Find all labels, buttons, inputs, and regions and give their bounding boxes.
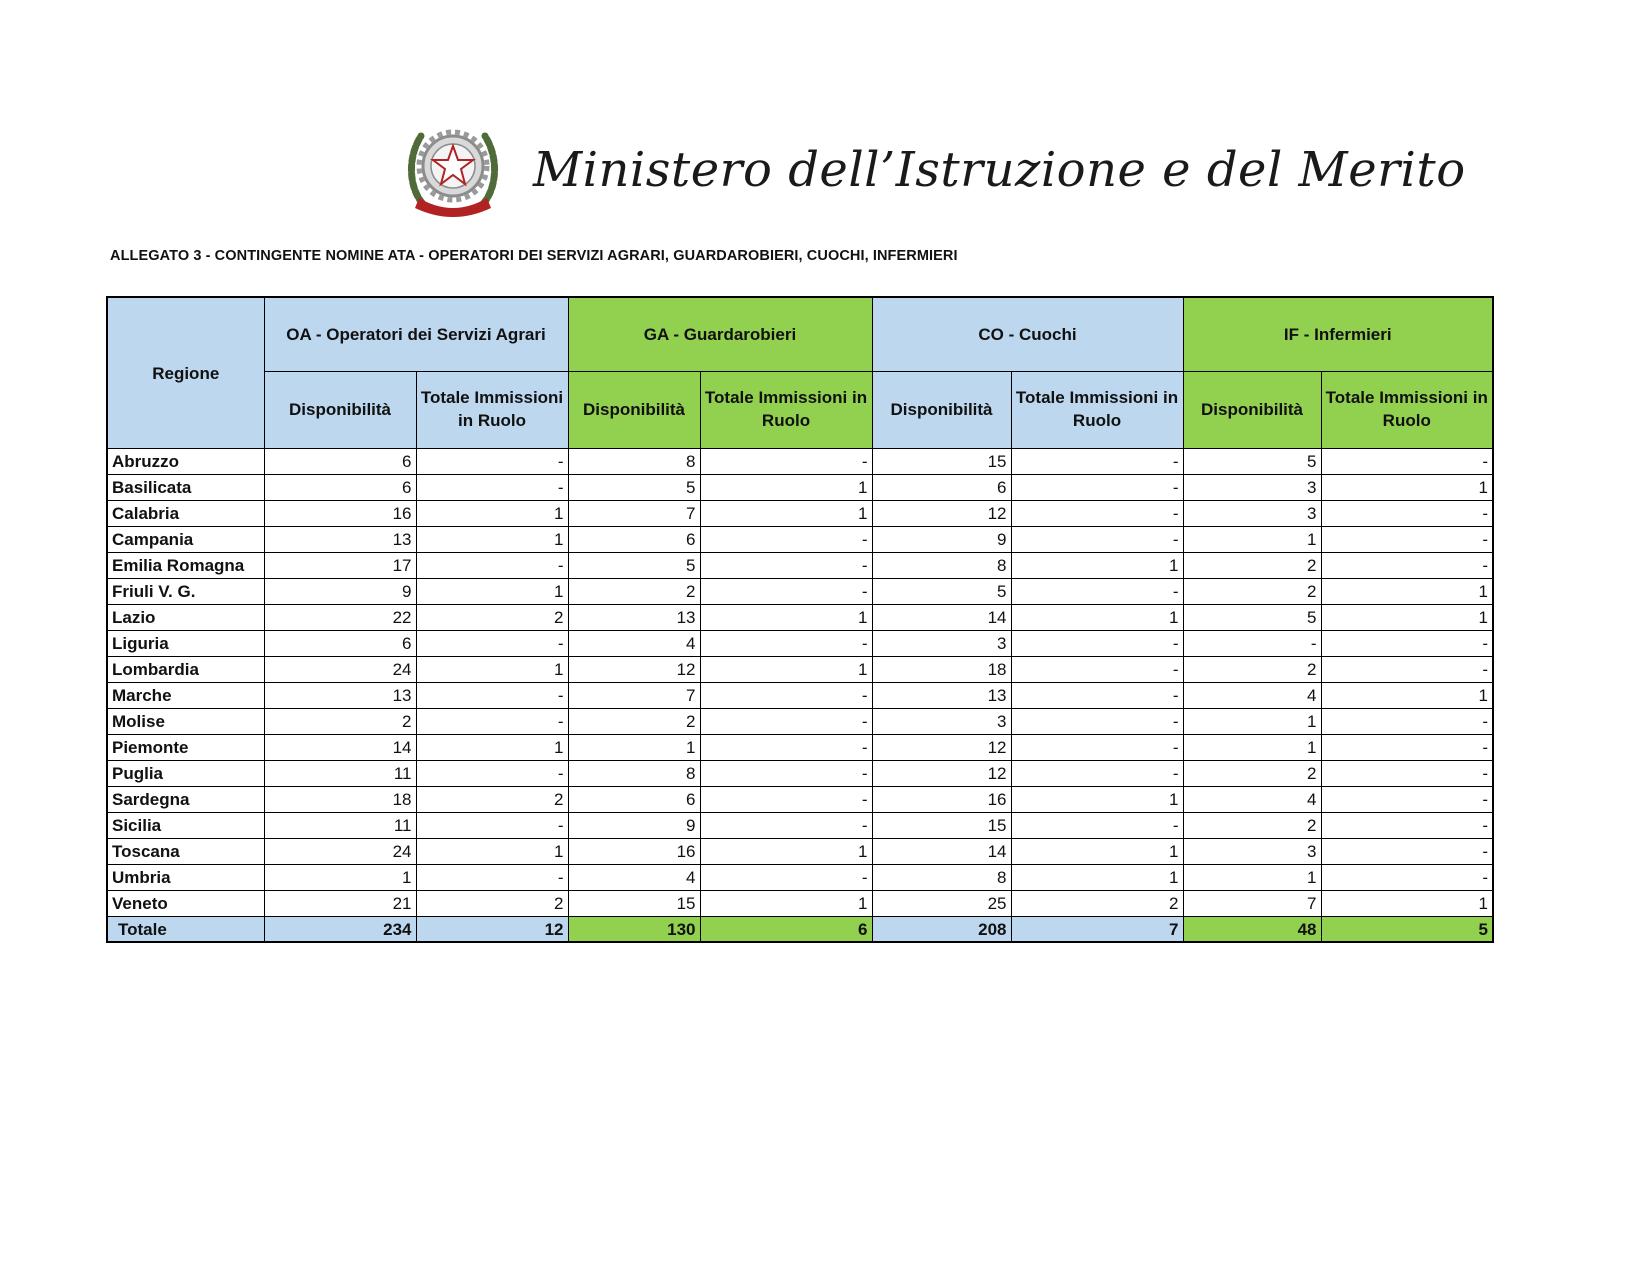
group-header-if: IF - Infermieri	[1183, 297, 1493, 372]
cell-if-disponibilita: 3	[1183, 475, 1321, 501]
subheader-oa-disponibilita: Disponibilità	[264, 372, 416, 449]
letterhead	[405, 118, 1466, 222]
cell-if-immissioni: -	[1321, 839, 1493, 865]
cell-if-immissioni: -	[1321, 657, 1493, 683]
cell-oa-disponibilita: 13	[264, 527, 416, 553]
cell-co-immissioni: -	[1011, 735, 1183, 761]
cell-if-immissioni: -	[1321, 735, 1493, 761]
cell-oa-disponibilita: 13	[264, 683, 416, 709]
subheader-ga-disponibilita: Disponibilità	[568, 372, 700, 449]
table-body	[107, 449, 1493, 943]
table-row	[107, 891, 1493, 917]
table-row	[107, 735, 1493, 761]
cell-ga-immissioni: -	[700, 813, 872, 839]
cell-oa-disponibilita: 2	[264, 709, 416, 735]
table-row	[107, 865, 1493, 891]
cell-oa-immissioni: -	[416, 865, 568, 891]
cell-oa-disponibilita: 234	[264, 917, 416, 943]
repubblica-italiana-emblem-icon	[405, 118, 501, 222]
cell-oa-immissioni: 1	[416, 527, 568, 553]
cell-ga-disponibilita: 2	[568, 579, 700, 605]
cell-oa-immissioni: -	[416, 631, 568, 657]
cell-co-immissioni: -	[1011, 683, 1183, 709]
cell-if-disponibilita: 2	[1183, 579, 1321, 605]
cell-if-disponibilita: 3	[1183, 501, 1321, 527]
cell-if-immissioni: -	[1321, 865, 1493, 891]
cell-oa-immissioni: -	[416, 449, 568, 475]
region-name: Abruzzo	[107, 449, 264, 475]
cell-co-disponibilita: 208	[872, 917, 1011, 943]
cell-ga-immissioni: -	[700, 579, 872, 605]
cell-ga-immissioni: 1	[700, 657, 872, 683]
cell-co-disponibilita: 8	[872, 865, 1011, 891]
cell-oa-disponibilita: 24	[264, 839, 416, 865]
cell-oa-disponibilita: 6	[264, 631, 416, 657]
cell-ga-immissioni: -	[700, 865, 872, 891]
total-row	[107, 917, 1493, 943]
cell-oa-disponibilita: 9	[264, 579, 416, 605]
subheader-if-disponibilita: Disponibilità	[1183, 372, 1321, 449]
cell-co-disponibilita: 12	[872, 761, 1011, 787]
cell-oa-immissioni: -	[416, 709, 568, 735]
cell-if-disponibilita: 1	[1183, 735, 1321, 761]
cell-if-immissioni: -	[1321, 631, 1493, 657]
cell-ga-disponibilita: 5	[568, 475, 700, 501]
cell-co-immissioni: 2	[1011, 891, 1183, 917]
cell-co-immissioni: 1	[1011, 839, 1183, 865]
cell-if-disponibilita: 2	[1183, 553, 1321, 579]
cell-oa-disponibilita: 6	[264, 475, 416, 501]
cell-ga-disponibilita: 1	[568, 735, 700, 761]
cell-co-disponibilita: 15	[872, 813, 1011, 839]
region-name: Veneto	[107, 891, 264, 917]
region-name: Sicilia	[107, 813, 264, 839]
cell-if-immissioni: -	[1321, 761, 1493, 787]
cell-oa-disponibilita: 17	[264, 553, 416, 579]
cell-ga-disponibilita: 2	[568, 709, 700, 735]
cell-if-immissioni: -	[1321, 553, 1493, 579]
cell-ga-immissioni: 1	[700, 501, 872, 527]
cell-oa-disponibilita: 11	[264, 813, 416, 839]
region-name: Friuli V. G.	[107, 579, 264, 605]
cell-if-immissioni: -	[1321, 709, 1493, 735]
document-title: ALLEGATO 3 - CONTINGENTE NOMINE ATA - OPERATORI DEI SERVIZI AGRARI, GUARDAROBIERI, CUOCHI, INFERMIERI	[110, 248, 958, 264]
cell-co-disponibilita: 14	[872, 839, 1011, 865]
region-name: Calabria	[107, 501, 264, 527]
cell-oa-immissioni: 2	[416, 891, 568, 917]
cell-if-immissioni: -	[1321, 527, 1493, 553]
cell-ga-disponibilita: 6	[568, 527, 700, 553]
cell-co-disponibilita: 12	[872, 501, 1011, 527]
cell-ga-disponibilita: 4	[568, 865, 700, 891]
cell-ga-immissioni: -	[700, 735, 872, 761]
cell-if-disponibilita: 3	[1183, 839, 1321, 865]
cell-oa-disponibilita: 1	[264, 865, 416, 891]
group-header-ga: GA - Guardarobieri	[568, 297, 872, 372]
cell-ga-immissioni: 1	[700, 891, 872, 917]
region-name: Liguria	[107, 631, 264, 657]
cell-co-disponibilita: 16	[872, 787, 1011, 813]
cell-if-disponibilita: 5	[1183, 605, 1321, 631]
cell-co-immissioni: -	[1011, 449, 1183, 475]
cell-co-immissioni: 7	[1011, 917, 1183, 943]
cell-oa-disponibilita: 24	[264, 657, 416, 683]
cell-if-disponibilita: 2	[1183, 761, 1321, 787]
cell-oa-immissioni: -	[416, 761, 568, 787]
cell-co-disponibilita: 8	[872, 553, 1011, 579]
cell-co-disponibilita: 25	[872, 891, 1011, 917]
cell-if-immissioni: 1	[1321, 891, 1493, 917]
cell-co-disponibilita: 14	[872, 605, 1011, 631]
subheader-co-disponibilita: Disponibilità	[872, 372, 1011, 449]
cell-if-disponibilita: 1	[1183, 709, 1321, 735]
cell-ga-immissioni: 1	[700, 475, 872, 501]
cell-oa-immissioni: 1	[416, 501, 568, 527]
group-header-oa: OA - Operatori dei Servizi Agrari	[264, 297, 568, 372]
table-row	[107, 605, 1493, 631]
cell-oa-disponibilita: 11	[264, 761, 416, 787]
cell-co-immissioni: -	[1011, 501, 1183, 527]
table-row	[107, 527, 1493, 553]
table-row	[107, 839, 1493, 865]
cell-co-disponibilita: 9	[872, 527, 1011, 553]
region-name: Campania	[107, 527, 264, 553]
subheader-oa-immissioni: Totale Immissioni in Ruolo	[416, 372, 568, 449]
cell-ga-disponibilita: 16	[568, 839, 700, 865]
table-row	[107, 657, 1493, 683]
cell-co-immissioni: 1	[1011, 553, 1183, 579]
cell-ga-immissioni: -	[700, 553, 872, 579]
table-row	[107, 787, 1493, 813]
cell-if-disponibilita: 1	[1183, 865, 1321, 891]
cell-if-disponibilita: 4	[1183, 683, 1321, 709]
cell-oa-disponibilita: 6	[264, 449, 416, 475]
cell-oa-disponibilita: 18	[264, 787, 416, 813]
cell-oa-immissioni: -	[416, 813, 568, 839]
cell-if-disponibilita: 48	[1183, 917, 1321, 943]
region-name: Toscana	[107, 839, 264, 865]
cell-ga-disponibilita: 7	[568, 683, 700, 709]
cell-co-immissioni: -	[1011, 631, 1183, 657]
cell-co-disponibilita: 5	[872, 579, 1011, 605]
subheader-if-immissioni: Totale Immissioni in Ruolo	[1321, 372, 1493, 449]
cell-if-immissioni: -	[1321, 787, 1493, 813]
region-name: Lombardia	[107, 657, 264, 683]
region-name: Puglia	[107, 761, 264, 787]
cell-if-immissioni: 1	[1321, 579, 1493, 605]
cell-oa-disponibilita: 21	[264, 891, 416, 917]
cell-ga-disponibilita: 12	[568, 657, 700, 683]
cell-if-disponibilita: 5	[1183, 449, 1321, 475]
contingent-table	[106, 296, 1494, 943]
cell-oa-immissioni: -	[416, 475, 568, 501]
cell-ga-immissioni: -	[700, 449, 872, 475]
cell-oa-immissioni: 1	[416, 657, 568, 683]
cell-ga-disponibilita: 4	[568, 631, 700, 657]
cell-if-disponibilita: 1	[1183, 527, 1321, 553]
cell-if-disponibilita: 7	[1183, 891, 1321, 917]
cell-if-disponibilita: 2	[1183, 657, 1321, 683]
cell-oa-immissioni: 1	[416, 735, 568, 761]
cell-oa-immissioni: 1	[416, 579, 568, 605]
total-label: Totale	[107, 917, 264, 943]
cell-oa-disponibilita: 16	[264, 501, 416, 527]
cell-oa-immissioni: 2	[416, 605, 568, 631]
cell-co-immissioni: -	[1011, 579, 1183, 605]
region-name: Molise	[107, 709, 264, 735]
cell-if-immissioni: 1	[1321, 475, 1493, 501]
region-name: Marche	[107, 683, 264, 709]
cell-co-disponibilita: 3	[872, 631, 1011, 657]
cell-ga-immissioni: -	[700, 527, 872, 553]
cell-oa-immissioni: 12	[416, 917, 568, 943]
table-row	[107, 553, 1493, 579]
cell-co-immissioni: -	[1011, 813, 1183, 839]
subheader-co-immissioni: Totale Immissioni in Ruolo	[1011, 372, 1183, 449]
region-name: Basilicata	[107, 475, 264, 501]
cell-if-disponibilita: 4	[1183, 787, 1321, 813]
region-name: Sardegna	[107, 787, 264, 813]
cell-ga-immissioni: -	[700, 709, 872, 735]
cell-if-immissioni: 1	[1321, 605, 1493, 631]
cell-ga-immissioni: 6	[700, 917, 872, 943]
cell-oa-immissioni: -	[416, 683, 568, 709]
table-row	[107, 475, 1493, 501]
cell-co-disponibilita: 13	[872, 683, 1011, 709]
cell-ga-immissioni: 1	[700, 839, 872, 865]
cell-ga-immissioni: -	[700, 631, 872, 657]
region-name: Piemonte	[107, 735, 264, 761]
table-row	[107, 579, 1493, 605]
cell-co-disponibilita: 12	[872, 735, 1011, 761]
cell-ga-disponibilita: 9	[568, 813, 700, 839]
table-row	[107, 449, 1493, 475]
cell-ga-immissioni: -	[700, 683, 872, 709]
subheader-ga-immissioni: Totale Immissioni in Ruolo	[700, 372, 872, 449]
group-header-co: CO - Cuochi	[872, 297, 1183, 372]
cell-ga-immissioni: 1	[700, 605, 872, 631]
cell-if-immissioni: 5	[1321, 917, 1493, 943]
region-name: Lazio	[107, 605, 264, 631]
cell-ga-disponibilita: 13	[568, 605, 700, 631]
region-header: Regione	[107, 297, 264, 449]
cell-ga-disponibilita: 8	[568, 761, 700, 787]
region-name: Emilia Romagna	[107, 553, 264, 579]
cell-ga-immissioni: -	[700, 787, 872, 813]
cell-ga-disponibilita: 8	[568, 449, 700, 475]
cell-ga-disponibilita: 130	[568, 917, 700, 943]
cell-co-immissioni: -	[1011, 527, 1183, 553]
cell-co-immissioni: -	[1011, 709, 1183, 735]
cell-oa-immissioni: 1	[416, 839, 568, 865]
cell-if-immissioni: 1	[1321, 683, 1493, 709]
table-row	[107, 761, 1493, 787]
cell-co-disponibilita: 6	[872, 475, 1011, 501]
table-row	[107, 631, 1493, 657]
cell-co-disponibilita: 3	[872, 709, 1011, 735]
cell-oa-disponibilita: 14	[264, 735, 416, 761]
ministry-name: Ministero dell’Istruzione e del Merito	[533, 142, 1466, 198]
cell-ga-disponibilita: 5	[568, 553, 700, 579]
cell-co-immissioni: -	[1011, 657, 1183, 683]
cell-co-immissioni: -	[1011, 475, 1183, 501]
cell-ga-immissioni: -	[700, 761, 872, 787]
region-name: Umbria	[107, 865, 264, 891]
cell-ga-disponibilita: 7	[568, 501, 700, 527]
cell-oa-immissioni: -	[416, 553, 568, 579]
cell-if-immissioni: -	[1321, 813, 1493, 839]
cell-oa-disponibilita: 22	[264, 605, 416, 631]
table-row	[107, 683, 1493, 709]
cell-if-disponibilita: 2	[1183, 813, 1321, 839]
cell-ga-disponibilita: 6	[568, 787, 700, 813]
cell-co-immissioni: 1	[1011, 605, 1183, 631]
cell-ga-disponibilita: 15	[568, 891, 700, 917]
cell-co-immissioni: 1	[1011, 787, 1183, 813]
table-row	[107, 501, 1493, 527]
cell-oa-immissioni: 2	[416, 787, 568, 813]
cell-co-disponibilita: 18	[872, 657, 1011, 683]
cell-co-immissioni: -	[1011, 761, 1183, 787]
cell-co-disponibilita: 15	[872, 449, 1011, 475]
table-row	[107, 813, 1493, 839]
table-row	[107, 709, 1493, 735]
cell-if-disponibilita: -	[1183, 631, 1321, 657]
cell-co-immissioni: 1	[1011, 865, 1183, 891]
cell-if-immissioni: -	[1321, 449, 1493, 475]
cell-if-immissioni: -	[1321, 501, 1493, 527]
